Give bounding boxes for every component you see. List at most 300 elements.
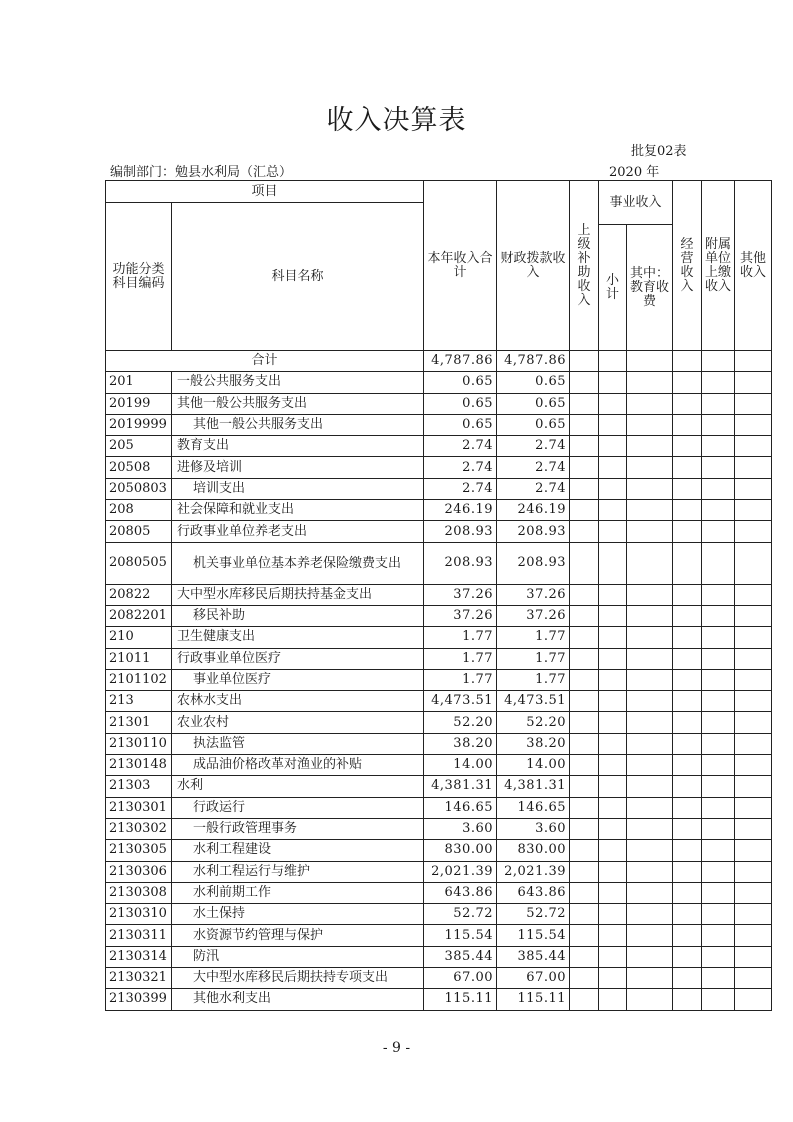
empty-cell — [735, 627, 772, 648]
empty-cell — [735, 500, 772, 521]
empty-cell — [673, 500, 702, 521]
empty-cell — [735, 989, 772, 1010]
subject-name: 水资源节约管理与保护 — [172, 925, 424, 946]
empty-cell — [570, 669, 599, 690]
total-income: 115.11 — [424, 989, 497, 1010]
empty-cell — [627, 414, 673, 435]
table-row — [106, 584, 772, 605]
empty-cell — [735, 691, 772, 712]
total-income: 2.74 — [424, 457, 497, 478]
subject-name: 水利工程建设 — [172, 840, 424, 861]
form-number: 批复02表 — [631, 144, 687, 159]
empty-cell — [570, 500, 599, 521]
empty-cell — [599, 818, 627, 839]
fiscal-income: 37.26 — [497, 605, 570, 626]
empty-cell — [627, 478, 673, 499]
empty-cell — [570, 925, 599, 946]
empty-cell — [702, 904, 735, 925]
empty-cell — [627, 372, 673, 393]
empty-cell — [599, 521, 627, 542]
empty-cell — [735, 840, 772, 861]
fiscal-income: 3.60 — [497, 818, 570, 839]
empty-cell — [599, 797, 627, 818]
empty-cell — [702, 500, 735, 521]
empty-cell — [627, 584, 673, 605]
empty-cell — [570, 478, 599, 499]
page-title: 收入决算表 — [326, 105, 467, 136]
table-row — [106, 691, 772, 712]
total-income: 643.86 — [424, 882, 497, 903]
table-row — [106, 372, 772, 393]
empty-cell — [570, 627, 599, 648]
function-code: 213 — [106, 691, 172, 712]
empty-cell — [570, 840, 599, 861]
subject-name: 卫生健康支出 — [172, 627, 424, 648]
subject-name: 行政事业单位医疗 — [172, 648, 424, 669]
subject-name: 农林水支出 — [172, 691, 424, 712]
subject-name: 机关事业单位基本养老保险缴费支出 — [172, 542, 424, 584]
subject-name: 水利工程运行与维护 — [172, 861, 424, 882]
empty-cell — [599, 372, 627, 393]
empty-cell — [702, 989, 735, 1010]
empty-cell — [599, 414, 627, 435]
empty-cell — [702, 542, 735, 584]
empty-cell — [673, 669, 702, 690]
function-code: 20822 — [106, 584, 172, 605]
empty-cell — [702, 669, 735, 690]
empty-cell — [673, 521, 702, 542]
function-code: 2101102 — [106, 669, 172, 690]
subject-name: 其他一般公共服务支出 — [172, 393, 424, 414]
total-income: 0.65 — [424, 393, 497, 414]
compiling-unit: 编制部门：勉县水利局（汇总） — [110, 165, 293, 180]
empty-cell — [570, 818, 599, 839]
function-code: 21303 — [106, 776, 172, 797]
empty-cell — [735, 733, 772, 754]
header-total: 本年收入合计 — [424, 181, 497, 351]
empty-cell — [570, 393, 599, 414]
total-income: 37.26 — [424, 605, 497, 626]
total-income: 67.00 — [424, 968, 497, 989]
empty-cell — [599, 840, 627, 861]
empty-cell — [673, 989, 702, 1010]
subject-name: 一般公共服务支出 — [172, 372, 424, 393]
empty-cell — [735, 393, 772, 414]
empty-cell — [735, 925, 772, 946]
total-fiscal: 4,787.86 — [497, 351, 570, 372]
function-code: 2082201 — [106, 605, 172, 626]
empty-cell — [702, 712, 735, 733]
empty-cell — [599, 669, 627, 690]
subject-name: 大中型水库移民后期扶持专项支出 — [172, 968, 424, 989]
table-row — [106, 840, 772, 861]
empty-cell — [673, 733, 702, 754]
empty-cell — [599, 882, 627, 903]
function-code: 2130110 — [106, 733, 172, 754]
empty-cell — [570, 861, 599, 882]
fiscal-income: 67.00 — [497, 968, 570, 989]
empty-cell — [570, 882, 599, 903]
empty-cell — [735, 797, 772, 818]
empty-cell — [673, 627, 702, 648]
empty-cell — [673, 712, 702, 733]
empty-cell — [627, 500, 673, 521]
function-code: 201 — [106, 372, 172, 393]
table-row — [106, 861, 772, 882]
table-row — [106, 648, 772, 669]
total-income: 0.65 — [424, 372, 497, 393]
empty-cell — [702, 521, 735, 542]
header-other: 其他收入 — [735, 181, 772, 351]
empty-cell — [673, 605, 702, 626]
empty-cell — [570, 457, 599, 478]
subject-name: 行政事业单位养老支出 — [172, 521, 424, 542]
empty-cell — [673, 648, 702, 669]
table-row — [106, 393, 772, 414]
header-func-code: 功能分类科目编码 — [106, 203, 172, 351]
fiscal-income: 52.72 — [497, 904, 570, 925]
empty-cell — [599, 648, 627, 669]
empty-cell — [735, 904, 772, 925]
empty-cell — [735, 584, 772, 605]
empty-cell — [735, 946, 772, 967]
fiscal-income: 1.77 — [497, 669, 570, 690]
total-income: 3.60 — [424, 818, 497, 839]
empty-cell — [599, 584, 627, 605]
empty-cell — [599, 393, 627, 414]
empty-cell — [599, 542, 627, 584]
subject-name: 执法监管 — [172, 733, 424, 754]
empty-cell — [599, 733, 627, 754]
empty-cell — [570, 733, 599, 754]
fiscal-income: 2.74 — [497, 457, 570, 478]
empty-cell — [735, 542, 772, 584]
empty-cell — [702, 968, 735, 989]
empty-cell — [627, 521, 673, 542]
empty-cell — [570, 414, 599, 435]
empty-cell — [627, 669, 673, 690]
report-year: 2020 年 — [609, 165, 660, 180]
empty-cell — [673, 372, 702, 393]
empty-cell — [570, 904, 599, 925]
fiscal-income: 208.93 — [497, 542, 570, 584]
empty-cell — [673, 457, 702, 478]
header-project: 项目 — [106, 181, 424, 203]
total-income: 115.54 — [424, 925, 497, 946]
empty-cell — [702, 755, 735, 776]
total-income: 38.20 — [424, 733, 497, 754]
empty-cell — [599, 904, 627, 925]
fiscal-income: 2.74 — [497, 478, 570, 499]
table-row — [106, 457, 772, 478]
empty-cell — [735, 882, 772, 903]
empty-cell — [627, 542, 673, 584]
total-income: 4,473.51 — [424, 691, 497, 712]
function-code: 2130301 — [106, 797, 172, 818]
total-income: 2,021.39 — [424, 861, 497, 882]
table-row — [106, 882, 772, 903]
empty-cell — [702, 840, 735, 861]
empty-cell — [702, 457, 735, 478]
total-label: 合计 — [106, 351, 424, 372]
empty-cell — [627, 904, 673, 925]
subject-name: 防汛 — [172, 946, 424, 967]
empty-cell — [627, 755, 673, 776]
empty-cell — [673, 818, 702, 839]
empty-cell — [627, 627, 673, 648]
empty-cell — [570, 797, 599, 818]
empty-cell — [702, 733, 735, 754]
empty-cell — [735, 457, 772, 478]
empty-cell — [673, 861, 702, 882]
fiscal-income: 37.26 — [497, 584, 570, 605]
empty-cell — [673, 840, 702, 861]
fiscal-income: 643.86 — [497, 882, 570, 903]
function-code: 21011 — [106, 648, 172, 669]
fiscal-income: 14.00 — [497, 755, 570, 776]
empty-cell — [673, 925, 702, 946]
empty-cell — [673, 797, 702, 818]
total-income: 146.65 — [424, 797, 497, 818]
total-income: 52.20 — [424, 712, 497, 733]
header-business: 事业收入 — [599, 181, 673, 225]
empty-cell — [702, 436, 735, 457]
total-income: 14.00 — [424, 755, 497, 776]
empty-cell — [673, 946, 702, 967]
fiscal-income: 146.65 — [497, 797, 570, 818]
empty-cell — [735, 818, 772, 839]
empty-cell — [599, 968, 627, 989]
subject-name: 成品油价格改革对渔业的补贴 — [172, 755, 424, 776]
empty-cell — [673, 691, 702, 712]
empty-cell — [735, 861, 772, 882]
empty-cell — [570, 372, 599, 393]
function-code: 20805 — [106, 521, 172, 542]
total-income: 4,787.86 — [424, 351, 497, 372]
empty-cell — [735, 755, 772, 776]
empty-cell — [702, 946, 735, 967]
empty-cell — [702, 393, 735, 414]
empty-cell — [735, 968, 772, 989]
page-number: - 9 - — [382, 1040, 411, 1056]
function-code: 2130321 — [106, 968, 172, 989]
subject-name: 移民补助 — [172, 605, 424, 626]
empty-cell — [702, 584, 735, 605]
total-income: 1.77 — [424, 648, 497, 669]
total-income: 830.00 — [424, 840, 497, 861]
empty-cell — [735, 669, 772, 690]
empty-cell — [570, 691, 599, 712]
fiscal-income: 0.65 — [497, 372, 570, 393]
empty-cell — [702, 882, 735, 903]
function-code: 2130306 — [106, 861, 172, 882]
fiscal-income: 52.20 — [497, 712, 570, 733]
fiscal-income: 830.00 — [497, 840, 570, 861]
table-row — [106, 925, 772, 946]
subject-name: 其他一般公共服务支出 — [172, 414, 424, 435]
table-row — [106, 733, 772, 754]
subject-name: 水土保持 — [172, 904, 424, 925]
subject-name: 农业农村 — [172, 712, 424, 733]
table-row — [106, 818, 772, 839]
empty-cell — [599, 925, 627, 946]
empty-cell — [570, 436, 599, 457]
header-subtotal: 小计 — [599, 225, 627, 351]
function-code: 2130308 — [106, 882, 172, 903]
fiscal-income: 385.44 — [497, 946, 570, 967]
table-row — [106, 627, 772, 648]
empty-cell — [627, 648, 673, 669]
empty-cell — [673, 882, 702, 903]
empty-cell — [570, 648, 599, 669]
empty-cell — [735, 712, 772, 733]
empty-cell — [599, 712, 627, 733]
empty-cell — [702, 478, 735, 499]
empty-cell — [627, 861, 673, 882]
empty-cell — [599, 500, 627, 521]
total-income: 0.65 — [424, 414, 497, 435]
header-affiliated: 附属单位上缴收入 — [702, 181, 735, 351]
empty-cell — [735, 521, 772, 542]
function-code: 2130310 — [106, 904, 172, 925]
empty-cell — [599, 776, 627, 797]
empty-cell — [627, 797, 673, 818]
fiscal-income: 246.19 — [497, 500, 570, 521]
empty-cell — [599, 457, 627, 478]
empty-cell — [599, 605, 627, 626]
empty-cell — [702, 627, 735, 648]
empty-cell — [599, 755, 627, 776]
empty-cell — [627, 840, 673, 861]
empty-cell — [627, 882, 673, 903]
empty-cell — [627, 776, 673, 797]
empty-cell — [735, 414, 772, 435]
empty-cell — [570, 605, 599, 626]
empty-cell — [627, 733, 673, 754]
empty-cell — [735, 648, 772, 669]
table-row — [106, 797, 772, 818]
income-final-accounts-table — [105, 180, 772, 1011]
subject-name: 教育支出 — [172, 436, 424, 457]
empty-cell — [735, 436, 772, 457]
header-subject-name: 科目名称 — [172, 203, 424, 351]
fiscal-income: 208.93 — [497, 521, 570, 542]
empty-cell — [599, 946, 627, 967]
empty-cell — [702, 776, 735, 797]
empty-cell — [673, 393, 702, 414]
total-income: 1.77 — [424, 669, 497, 690]
empty-cell — [673, 436, 702, 457]
empty-cell — [570, 584, 599, 605]
empty-cell — [673, 776, 702, 797]
empty-cell — [599, 478, 627, 499]
function-code: 210 — [106, 627, 172, 648]
total-income: 2.74 — [424, 436, 497, 457]
empty-cell — [570, 946, 599, 967]
total-income: 37.26 — [424, 584, 497, 605]
empty-cell — [673, 904, 702, 925]
subject-name: 水利前期工作 — [172, 882, 424, 903]
table-row — [106, 755, 772, 776]
function-code: 21301 — [106, 712, 172, 733]
empty-cell — [702, 414, 735, 435]
table-row — [106, 712, 772, 733]
table-row — [106, 946, 772, 967]
empty-cell — [570, 968, 599, 989]
subject-name: 进修及培训 — [172, 457, 424, 478]
table-row — [106, 605, 772, 626]
function-code: 2019999 — [106, 414, 172, 435]
subject-name: 一般行政管理事务 — [172, 818, 424, 839]
function-code: 2050803 — [106, 478, 172, 499]
function-code: 2130311 — [106, 925, 172, 946]
empty-cell — [627, 605, 673, 626]
subject-name: 大中型水库移民后期扶持基金支出 — [172, 584, 424, 605]
subject-name: 行政运行 — [172, 797, 424, 818]
table-row — [106, 776, 772, 797]
empty-cell — [702, 818, 735, 839]
empty-cell — [599, 436, 627, 457]
header-edu-fee: 其中：教育收费 — [627, 225, 673, 351]
empty-cell — [673, 755, 702, 776]
subject-name: 社会保障和就业支出 — [172, 500, 424, 521]
empty-cell — [570, 521, 599, 542]
empty-cell — [735, 605, 772, 626]
function-code: 205 — [106, 436, 172, 457]
function-code: 2130148 — [106, 755, 172, 776]
table-row — [106, 414, 772, 435]
fiscal-income: 115.11 — [497, 989, 570, 1010]
empty-cell — [673, 584, 702, 605]
total-income: 4,381.31 — [424, 776, 497, 797]
fiscal-income: 4,473.51 — [497, 691, 570, 712]
empty-cell — [735, 478, 772, 499]
empty-cell — [599, 627, 627, 648]
empty-cell — [735, 372, 772, 393]
empty-cell — [627, 457, 673, 478]
total-income: 246.19 — [424, 500, 497, 521]
empty-cell — [627, 691, 673, 712]
fiscal-income: 0.65 — [497, 393, 570, 414]
table-row — [106, 521, 772, 542]
empty-cell — [599, 861, 627, 882]
fiscal-income: 1.77 — [497, 627, 570, 648]
total-row — [106, 351, 772, 372]
function-code: 20508 — [106, 457, 172, 478]
empty-cell — [673, 478, 702, 499]
table-row — [106, 436, 772, 457]
empty-cell — [735, 776, 772, 797]
function-code: 2130399 — [106, 989, 172, 1010]
table-row — [106, 989, 772, 1010]
subject-name: 事业单位医疗 — [172, 669, 424, 690]
empty-cell — [599, 989, 627, 1010]
empty-cell — [702, 691, 735, 712]
empty-cell — [627, 989, 673, 1010]
empty-cell — [570, 989, 599, 1010]
total-income: 385.44 — [424, 946, 497, 967]
empty-cell — [702, 372, 735, 393]
total-income: 2.74 — [424, 478, 497, 499]
fiscal-income: 2,021.39 — [497, 861, 570, 882]
header-superior: 上级补助收入 — [570, 181, 599, 351]
empty-cell — [599, 691, 627, 712]
total-income: 52.72 — [424, 904, 497, 925]
empty-cell — [627, 818, 673, 839]
table-row — [106, 478, 772, 499]
empty-cell — [570, 776, 599, 797]
total-income: 1.77 — [424, 627, 497, 648]
